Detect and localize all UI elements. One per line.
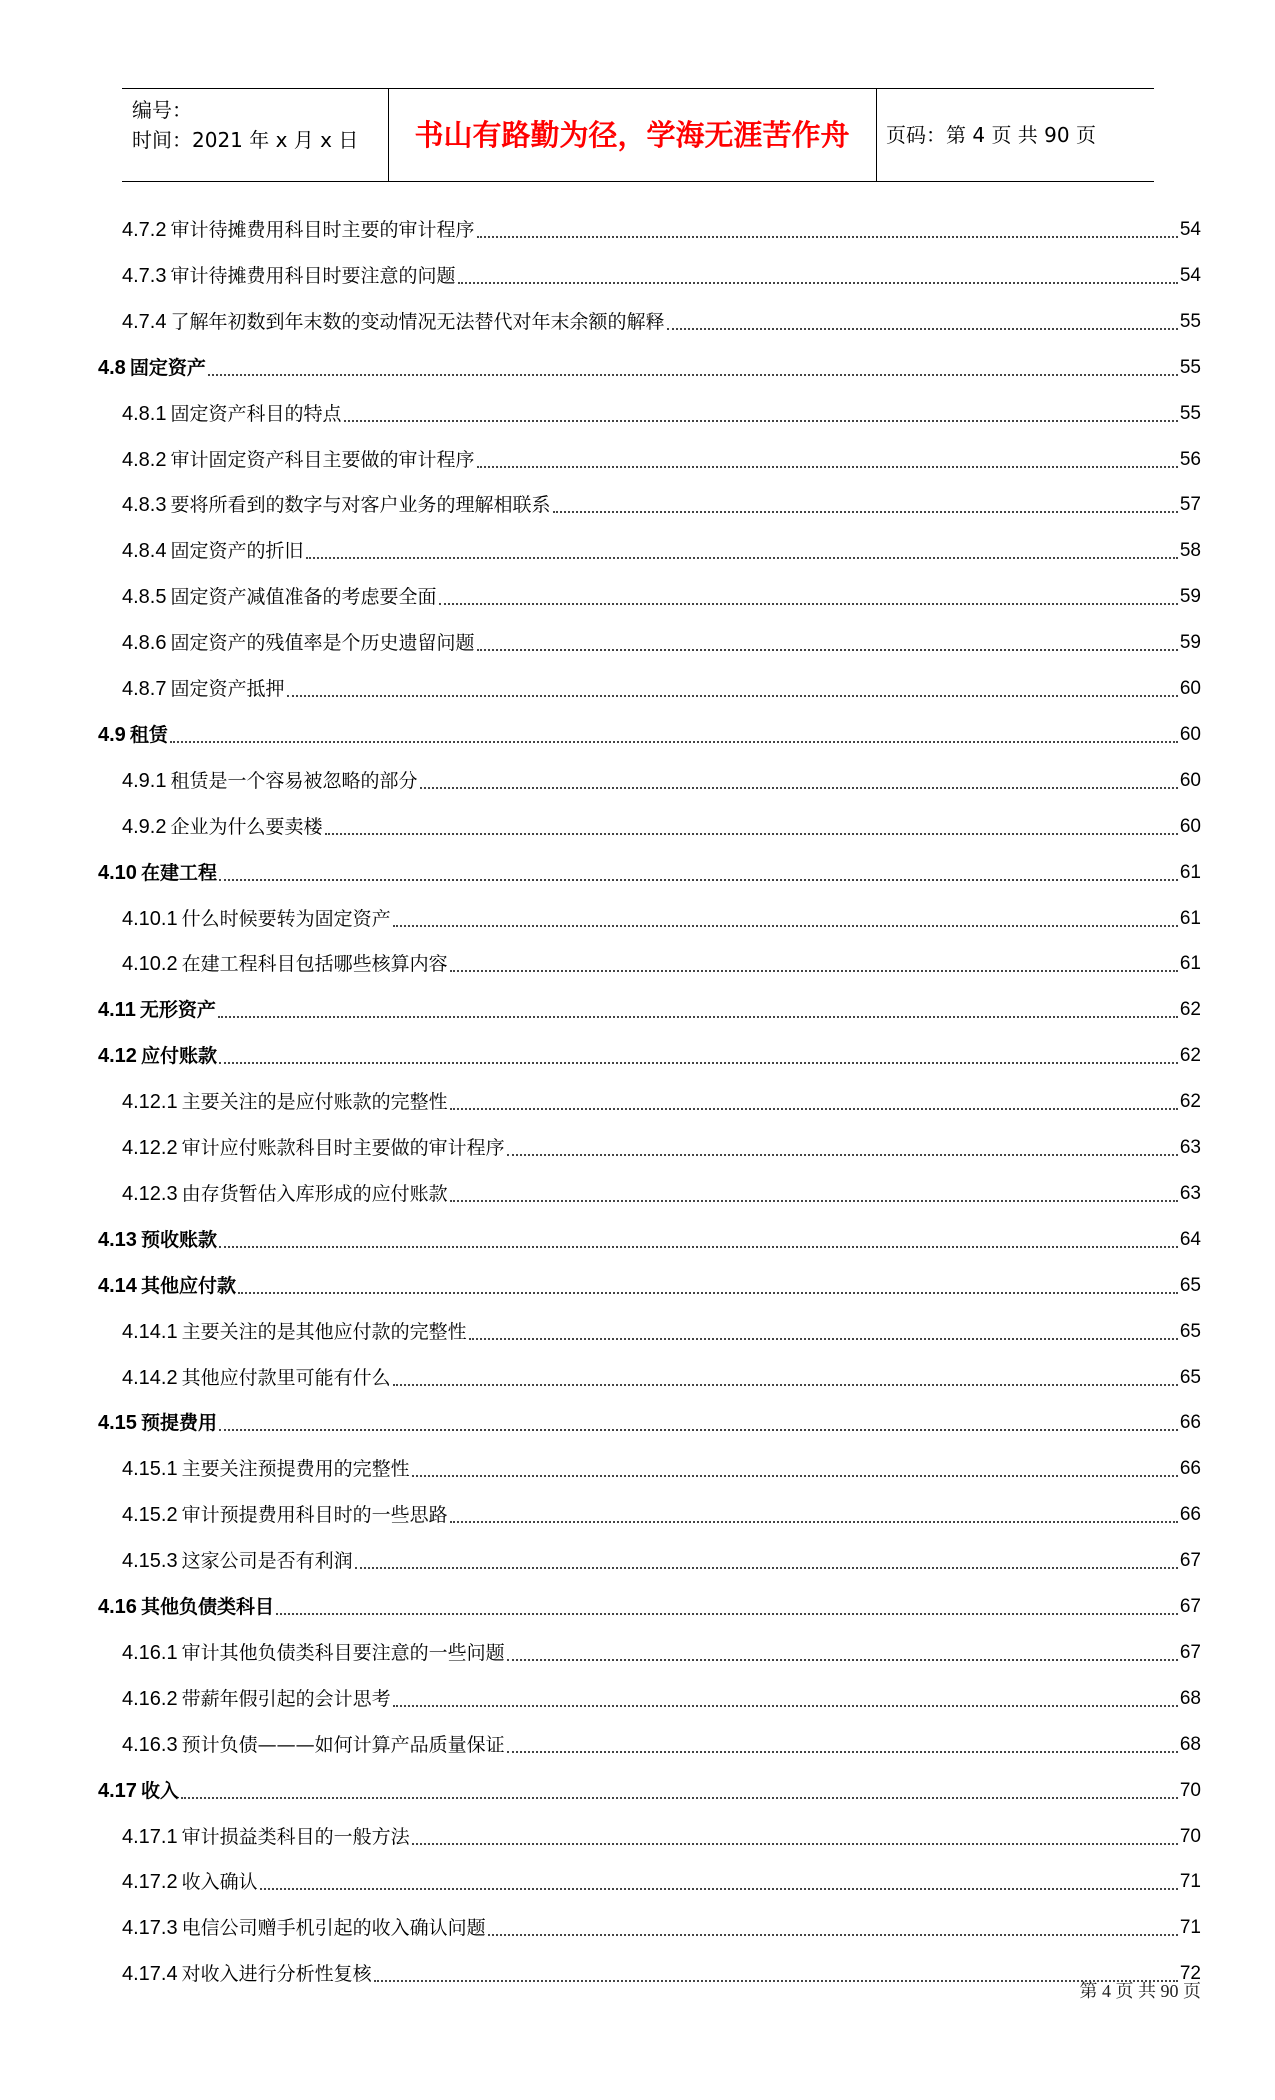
toc-entry-title: 审计待摊费用科目时主要的审计程序 <box>170 219 475 241</box>
toc-entry-title: 审计损益类科目的一般方法 <box>181 1825 410 1848</box>
toc-entry-page-number: 55 <box>1179 402 1201 424</box>
toc-subsection-entry[interactable] <box>122 809 1201 839</box>
toc-entry-page-number: 54 <box>1179 264 1201 286</box>
toc-subsection-entry[interactable] <box>122 396 1201 426</box>
toc-entry-title: 在建工程科目包括哪些核算内容 <box>181 953 448 976</box>
toc-dot-leader <box>355 1561 1178 1569</box>
toc-subsection-entry[interactable] <box>122 1314 1201 1344</box>
toc-subsection-entry[interactable] <box>122 763 1201 793</box>
toc-entry-number: 4.14 <box>98 1274 137 1297</box>
toc-section-entry[interactable] <box>98 717 1201 747</box>
toc-entry-number: 4.14.1 <box>122 1320 178 1343</box>
toc-dot-leader <box>325 827 1178 835</box>
toc-entry-title: 固定资产抵押 <box>170 678 285 700</box>
toc-subsection-entry[interactable] <box>122 579 1201 609</box>
toc-dot-leader <box>170 735 1178 743</box>
toc-entry-number: 4.8.7 <box>122 678 167 700</box>
toc-dot-leader <box>507 1148 1178 1156</box>
toc-entry-number: 4.7.4 <box>122 310 167 333</box>
toc-entry-title: 审计预提费用科目时的一些思路 <box>181 1504 448 1527</box>
toc-subsection-entry[interactable] <box>122 258 1201 288</box>
toc-subsection-entry[interactable] <box>122 1084 1201 1114</box>
toc-entry-page-number: 72 <box>1179 1963 1201 1985</box>
toc-entry-page-number: 67 <box>1179 1596 1201 1617</box>
toc-dot-leader <box>507 1745 1178 1753</box>
toc-subsection-entry[interactable] <box>122 304 1201 334</box>
toc-subsection-entry[interactable] <box>122 946 1201 976</box>
toc-entry-page-number: 54 <box>1179 219 1201 240</box>
toc-entry-page-number: 62 <box>1179 1091 1201 1113</box>
toc-subsection-entry[interactable] <box>122 1130 1201 1160</box>
toc-subsection-entry[interactable] <box>122 1635 1201 1665</box>
toc-entry-title: 要将所看到的数字与对客户业务的理解相联系 <box>170 494 551 517</box>
toc-dot-leader <box>469 1332 1178 1340</box>
toc-entry-page-number: 68 <box>1179 1687 1201 1709</box>
toc-subsection-entry[interactable] <box>122 625 1201 655</box>
toc-entry-title: 预计负债———如何计算产品质量保证 <box>181 1733 505 1756</box>
toc-entry-title: 主要关注的是其他应付款的完整性 <box>181 1320 467 1343</box>
toc-subsection-entry[interactable] <box>122 1451 1201 1481</box>
toc-entry-title: 租赁 <box>129 723 168 746</box>
toc-entry-page-number: 66 <box>1179 1458 1201 1480</box>
toc-entry-title: 主要关注的是应付账款的完整性 <box>181 1091 448 1114</box>
toc-entry-page-number: 60 <box>1179 723 1201 745</box>
toc-section-entry[interactable] <box>98 1268 1201 1298</box>
toc-entry-title: 应付账款 <box>140 1045 217 1068</box>
toc-dot-leader <box>238 1286 1178 1294</box>
toc-subsection-entry[interactable] <box>122 1910 1201 1940</box>
toc-dot-leader <box>450 964 1178 972</box>
toc-dot-leader <box>218 1010 1178 1018</box>
toc-dot-leader <box>393 1378 1178 1386</box>
toc-entry-number: 4.12.3 <box>122 1182 178 1205</box>
toc-entry-number: 4.8.5 <box>122 586 167 609</box>
toc-entry-title: 什么时候要转为固定资产 <box>181 907 391 930</box>
toc-subsection-entry[interactable] <box>122 1681 1201 1711</box>
toc-dot-leader <box>439 597 1178 605</box>
toc-subsection-entry[interactable] <box>122 1727 1201 1757</box>
toc-entry-page-number: 70 <box>1179 1779 1201 1801</box>
toc-entry-title: 固定资产的残值率是个历史遗留问题 <box>170 632 475 655</box>
toc-entry-page-number: 59 <box>1179 586 1201 608</box>
toc-entry-title: 审计其他负债类科目要注意的一些问题 <box>181 1641 505 1664</box>
toc-dot-leader <box>412 1469 1178 1477</box>
toc-entry-number: 4.14.2 <box>122 1366 178 1389</box>
toc-entry-number: 4.9.2 <box>122 815 167 838</box>
toc-entry-page-number: 59 <box>1179 632 1201 654</box>
toc-dot-leader <box>477 643 1178 651</box>
toc-dot-leader <box>260 1882 1178 1890</box>
toc-entry-page-number: 64 <box>1179 1228 1201 1250</box>
toc-subsection-entry[interactable] <box>122 1819 1201 1849</box>
toc-section-entry[interactable] <box>98 1038 1201 1068</box>
toc-entry-number: 4.15.1 <box>122 1458 178 1481</box>
toc-dot-leader <box>477 230 1178 238</box>
toc-entry-title: 审计待摊费用科目时要注意的问题 <box>170 264 456 287</box>
toc-entry-number: 4.17.2 <box>122 1871 178 1894</box>
toc-entry-page-number: 62 <box>1179 1045 1201 1067</box>
toc-dot-leader <box>374 1974 1178 1982</box>
toc-entry-number: 4.15.3 <box>122 1550 178 1573</box>
toc-entry-page-number: 55 <box>1179 356 1201 378</box>
toc-entry-page-number: 60 <box>1179 815 1201 837</box>
toc-dot-leader <box>450 1194 1178 1202</box>
toc-entry-number: 4.16.1 <box>122 1641 178 1664</box>
toc-entry-page-number: 66 <box>1179 1412 1201 1434</box>
toc-dot-leader <box>553 505 1178 513</box>
toc-entry-number: 4.8.4 <box>122 540 167 563</box>
toc-dot-leader <box>412 1837 1178 1845</box>
toc-entry-number: 4.8.6 <box>122 632 167 655</box>
toc-entry-page-number: 67 <box>1179 1550 1201 1572</box>
toc-entry-number: 4.17.4 <box>122 1963 178 1986</box>
toc-dot-leader <box>276 1607 1178 1615</box>
header-motto: 书山有路勤为径，学海无涯苦作舟 <box>414 118 850 152</box>
toc-subsection-entry[interactable] <box>122 442 1201 472</box>
toc-subsection-entry[interactable] <box>122 1360 1201 1390</box>
toc-entry-number: 4.16 <box>98 1596 137 1618</box>
toc-entry-number: 4.15.2 <box>122 1504 178 1527</box>
toc-entry-page-number: 62 <box>1179 999 1201 1021</box>
toc-entry-number: 4.12.2 <box>122 1137 178 1159</box>
toc-section-entry[interactable] <box>98 1405 1201 1435</box>
toc-subsection-entry[interactable] <box>122 1956 1201 1986</box>
toc-subsection-entry[interactable] <box>122 1176 1201 1206</box>
toc-entry-title: 其他负债类科目 <box>140 1596 274 1618</box>
toc-dot-leader <box>219 873 1178 881</box>
toc-dot-leader <box>181 1791 1178 1799</box>
toc-subsection-entry[interactable] <box>122 671 1201 701</box>
toc-dot-leader <box>287 689 1178 697</box>
toc-entry-page-number: 58 <box>1179 540 1201 562</box>
toc-entry-number: 4.15 <box>98 1412 137 1435</box>
toc-entry-number: 4.7.2 <box>122 219 167 241</box>
toc-dot-leader <box>208 368 1178 376</box>
toc-dot-leader <box>420 781 1178 789</box>
toc-dot-leader <box>450 1102 1178 1110</box>
toc-entry-page-number: 71 <box>1179 1917 1201 1939</box>
toc-subsection-entry[interactable] <box>122 1543 1201 1573</box>
toc-entry-title: 收入 <box>140 1779 179 1802</box>
toc-entry-number: 4.8 <box>98 356 126 379</box>
toc-section-entry[interactable] <box>98 350 1201 380</box>
toc-section-entry[interactable] <box>98 855 1201 885</box>
toc-entry-number: 4.9 <box>98 723 126 746</box>
toc-entry-number: 4.12 <box>98 1045 137 1068</box>
toc-section-entry[interactable] <box>98 1589 1201 1619</box>
toc-entry-page-number: 61 <box>1179 907 1201 929</box>
toc-entry-title: 其他应付款里可能有什么 <box>181 1366 391 1389</box>
toc-dot-leader <box>667 322 1178 330</box>
toc-entry-page-number: 56 <box>1179 448 1201 470</box>
toc-subsection-entry[interactable] <box>122 1864 1201 1894</box>
toc-section-entry[interactable] <box>98 1773 1201 1803</box>
toc-entry-page-number: 60 <box>1179 678 1201 699</box>
toc-dot-leader <box>450 1515 1178 1523</box>
toc-entry-number: 4.16.3 <box>122 1733 178 1756</box>
toc-subsection-entry[interactable] <box>122 901 1201 931</box>
toc-entry-title: 电信公司赠手机引起的收入确认问题 <box>181 1917 486 1940</box>
toc-entry-page-number: 65 <box>1179 1274 1201 1296</box>
toc-subsection-entry[interactable] <box>122 533 1201 563</box>
toc-entry-title: 租赁是一个容易被忽略的部分 <box>170 769 418 792</box>
toc-entry-number: 4.9.1 <box>122 769 167 792</box>
toc-entry-page-number: 63 <box>1179 1182 1201 1204</box>
toc-subsection-entry[interactable] <box>122 212 1201 242</box>
toc-entry-number: 4.16.2 <box>122 1687 178 1710</box>
toc-entry-title: 无形资产 <box>139 999 216 1022</box>
toc-entry-title: 固定资产 <box>129 356 206 379</box>
toc-entry-title: 预收账款 <box>140 1228 217 1251</box>
toc-entry-title: 审计应付账款科目时主要做的审计程序 <box>181 1137 505 1159</box>
toc-dot-leader <box>393 1699 1178 1707</box>
toc-entry-number: 4.11 <box>98 999 136 1022</box>
toc-dot-leader <box>219 1423 1178 1431</box>
toc-dot-leader <box>219 1056 1178 1064</box>
toc-entry-title: 这家公司是否有利润 <box>181 1550 353 1573</box>
toc-entry-number: 4.12.1 <box>122 1091 178 1114</box>
toc-dot-leader <box>219 1240 1178 1248</box>
toc-entry-title: 固定资产科目的特点 <box>170 402 342 425</box>
toc-section-entry[interactable] <box>98 1222 1201 1252</box>
header-meta <box>132 95 358 155</box>
toc-entry-page-number: 61 <box>1179 861 1201 883</box>
toc-entry-title: 带薪年假引起的会计思考 <box>181 1687 391 1710</box>
toc-entry-page-number: 71 <box>1179 1871 1201 1893</box>
toc-entry-title: 了解年初数到年末数的变动情况无法替代对年末余额的解释 <box>170 310 665 333</box>
toc-entry-number: 4.13 <box>98 1228 137 1251</box>
toc-entry-title: 由存货暂估入库形成的应付账款 <box>181 1182 448 1205</box>
toc-entry-page-number: 55 <box>1179 310 1201 332</box>
toc-entry-title: 其他应付款 <box>140 1274 236 1297</box>
toc-entry-number: 4.17.1 <box>122 1825 178 1848</box>
toc-entry-number: 4.17 <box>98 1779 137 1802</box>
toc-entry-page-number: 61 <box>1179 953 1201 975</box>
toc-entry-number: 4.8.1 <box>122 402 167 425</box>
toc-entry-number: 4.17.3 <box>122 1917 178 1940</box>
toc-entry-page-number: 68 <box>1179 1733 1201 1755</box>
toc-entry-title: 主要关注预提费用的完整性 <box>181 1458 410 1481</box>
toc-entry-number: 4.10.1 <box>122 907 178 930</box>
toc-section-entry[interactable] <box>98 992 1201 1022</box>
toc-entry-title: 审计固定资产科目主要做的审计程序 <box>170 448 475 471</box>
toc-entry-page-number: 70 <box>1179 1825 1201 1847</box>
toc-entry-title: 预提费用 <box>140 1412 217 1435</box>
toc-entry-number: 4.8.2 <box>122 448 167 471</box>
page-header <box>122 88 1154 182</box>
toc-entry-title: 固定资产减值准备的考虑要全面 <box>170 586 437 609</box>
header-divider-right <box>876 89 877 181</box>
toc-entry-page-number: 65 <box>1179 1320 1201 1342</box>
toc-dot-leader <box>458 276 1178 284</box>
toc-dot-leader <box>488 1928 1178 1936</box>
toc-entry-page-number: 63 <box>1179 1137 1201 1158</box>
toc-entry-page-number: 67 <box>1179 1641 1201 1663</box>
toc-dot-leader <box>393 919 1178 927</box>
toc-subsection-entry[interactable] <box>122 487 1201 517</box>
toc-entry-page-number: 57 <box>1179 494 1201 516</box>
toc-entry-number: 4.10 <box>98 861 137 884</box>
toc-entry-page-number: 66 <box>1179 1504 1201 1526</box>
toc-entry-number: 4.7.3 <box>122 264 167 287</box>
toc-dot-leader <box>344 414 1178 422</box>
page-footer: 第 4 页 共 90 页 <box>1079 1981 1201 2001</box>
toc-entry-title: 企业为什么要卖楼 <box>170 815 323 838</box>
toc-entry-title: 在建工程 <box>140 861 217 884</box>
header-page-label: 页码：第 4 页 共 90 页 <box>886 123 1096 147</box>
toc-entry-page-number: 60 <box>1179 769 1201 791</box>
toc-subsection-entry[interactable] <box>122 1497 1201 1527</box>
header-time-label: 时间：2021 年 x 月 x 日 <box>132 128 359 152</box>
toc-dot-leader <box>306 551 1178 559</box>
toc-entry-title: 固定资产的折旧 <box>170 540 304 563</box>
toc-entry-number: 4.10.2 <box>122 953 178 976</box>
toc-entry-page-number: 65 <box>1179 1366 1201 1388</box>
toc-entry-title: 收入确认 <box>181 1871 258 1894</box>
toc-entry-title: 对收入进行分析性复核 <box>181 1963 372 1986</box>
toc-entry-number: 4.8.3 <box>122 494 167 517</box>
toc-dot-leader <box>477 460 1178 468</box>
header-number-label: 编号： <box>132 98 192 122</box>
toc-dot-leader <box>507 1653 1178 1661</box>
